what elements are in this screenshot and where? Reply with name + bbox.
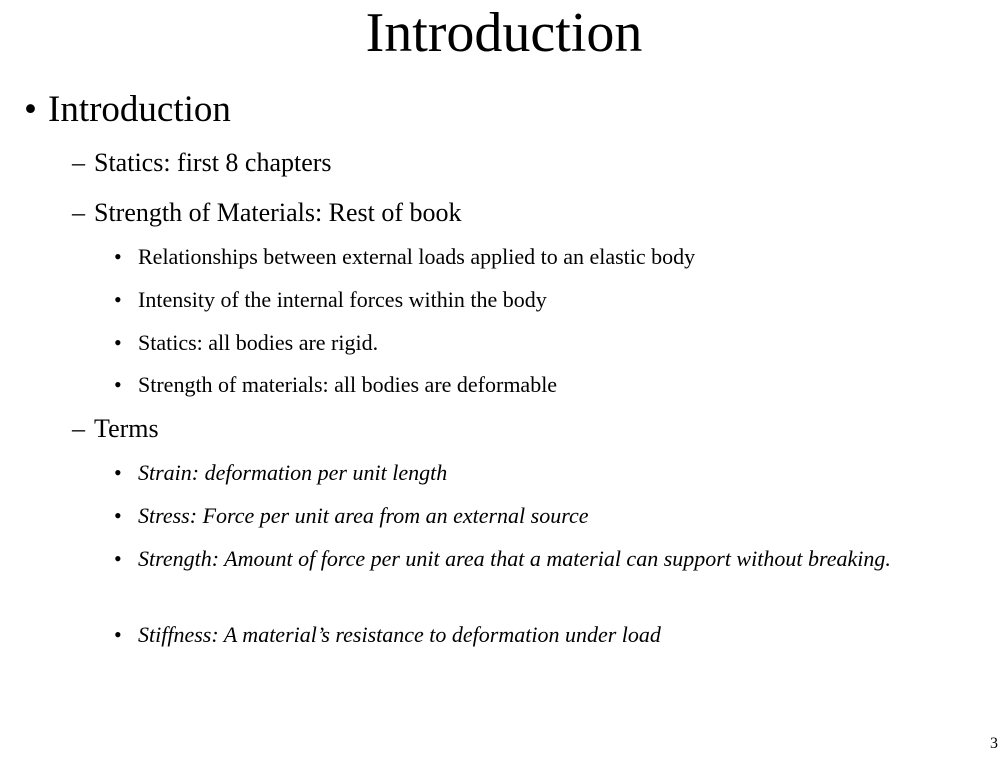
- term-item: [114, 620, 954, 650]
- term-text: Stiffness: A material’s resistance to deformation under load: [138, 622, 661, 647]
- sub-bullet-statics: [72, 146, 332, 180]
- term-item: [114, 458, 954, 488]
- detail-item: [114, 328, 954, 358]
- bullet-marker: •: [114, 503, 122, 528]
- detail-text: Statics: all bodies are rigid.: [138, 330, 379, 355]
- dash-marker: –: [72, 198, 85, 227]
- detail-item: [114, 242, 954, 272]
- sub-bullet-label: Terms: [94, 414, 159, 443]
- detail-text: Relationships between external loads applied to an elastic body: [138, 244, 696, 269]
- bullet-marker: •: [114, 287, 122, 312]
- bullet-marker: •: [114, 244, 122, 269]
- detail-text: Intensity of the internal forces within the body: [138, 287, 547, 312]
- dash-marker: –: [72, 414, 85, 443]
- term-item: [114, 544, 954, 574]
- bullet-marker: •: [114, 546, 122, 571]
- slide-title: Introduction: [365, 2, 643, 64]
- detail-text: Strength of materials: all bodies are deformable: [138, 372, 558, 397]
- page-number: 3: [990, 735, 998, 752]
- dash-marker: –: [72, 148, 85, 177]
- bullet-marker: •: [114, 372, 122, 397]
- bullet-marker: •: [114, 330, 122, 355]
- bullet-marker: •: [114, 460, 122, 485]
- bullet-label: Introduction: [48, 89, 231, 130]
- term-text: Strain: deformation per unit length: [138, 460, 448, 485]
- bullet-marker: •: [114, 622, 122, 647]
- sub-bullet-label: Statics: first 8 chapters: [94, 148, 332, 177]
- bullet-marker: •: [24, 89, 37, 130]
- sub-bullet-terms: [72, 412, 159, 446]
- detail-item: [114, 370, 954, 400]
- term-text: Strength: Amount of force per unit area that a material can support without breaking.: [138, 546, 891, 571]
- sub-bullet-label: Strength of Materials: Rest of book: [94, 198, 462, 227]
- sub-bullet-strength-of-materials: [72, 196, 462, 230]
- term-item: [114, 501, 954, 531]
- term-text: Stress: Force per unit area from an external source: [138, 503, 589, 528]
- detail-item: [114, 285, 954, 315]
- bullet-introduction: [24, 86, 231, 134]
